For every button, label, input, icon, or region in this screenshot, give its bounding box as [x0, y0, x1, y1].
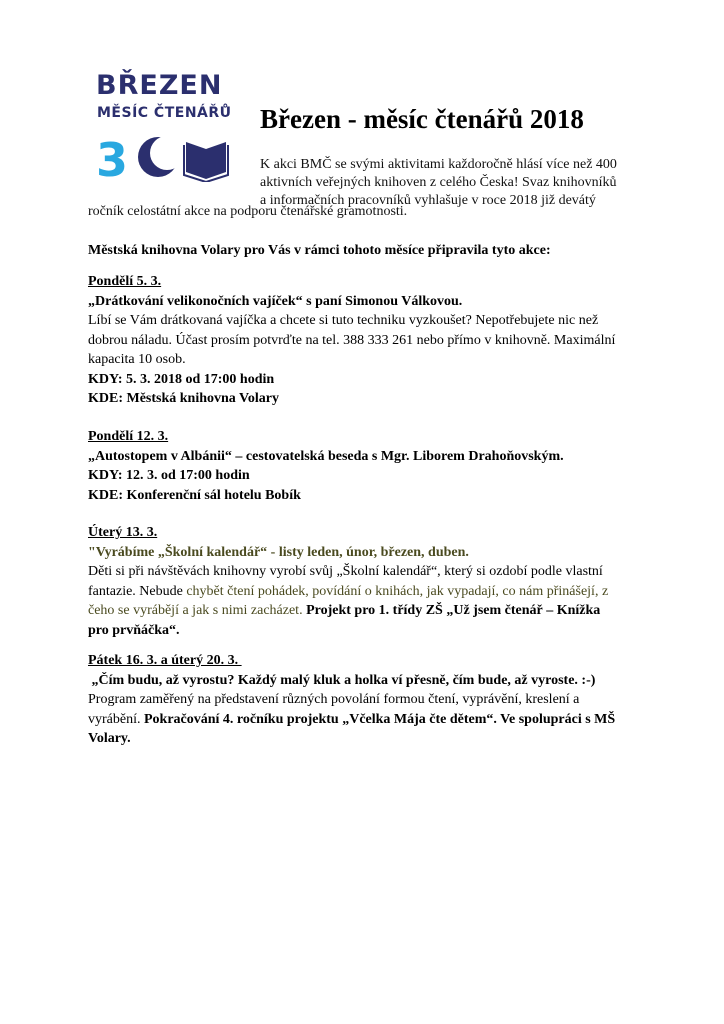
- digit-3-icon: [96, 133, 128, 182]
- events-subheading: Městská knihovna Volary pro Vás v rámci tohoto měsíce připravila tyto akce:: [88, 243, 551, 258]
- intro-line: K akci BMČ se svými aktivitami každoročně hlásí více než 400: [260, 157, 617, 172]
- project-name-end: Volary.: [88, 731, 131, 746]
- event-description-line: Děti si při návštěvách knihovny vyrobí svůj „Školní kalendář“, který si ozdobí podle vlastní: [88, 564, 603, 579]
- event-date: Pondělí 5. 3.: [88, 274, 162, 289]
- event-date: Pondělí 12. 3.: [88, 429, 169, 444]
- project-name: Projekt pro 1. třídy ZŠ „Už jsem čtenář – Knížka: [306, 603, 601, 618]
- event-description-line: Program zaměřený na představení různých povolání formou čtení, vyprávění, kreslení a: [88, 692, 580, 707]
- event-description-line: Líbí se Vám drátkovaná vajíčka a chcete si tuto techniku vyzkoušet? Nepotřebujete nic než: [88, 313, 599, 328]
- event-block: [88, 523, 648, 640]
- event-block: [88, 651, 648, 749]
- page-title: Březen - měsíc čtenářů 2018: [260, 104, 584, 134]
- event-title: „Čím budu, až vyrostu? Každý malý kluk a holka ví přesně, čím bude, až vyroste. :-): [88, 672, 596, 688]
- event-title: „Autostopem v Albánii“ – cestovatelská beseda s Mgr. Liborem Drahoňovským.: [88, 448, 564, 464]
- event-description-line: kapacita 10 osob.: [88, 352, 186, 367]
- project-name: Pokračování 4. ročníku projektu „Včelka Mája čte dětem“. Ve spolupráci s MŠ: [143, 711, 616, 727]
- intro-line: ročník celostátní akce na podporu čtenářské gramotnosti.: [88, 204, 408, 219]
- event-block: [88, 272, 648, 409]
- crescent-moon-icon: [138, 136, 184, 177]
- event-title: "Vyrábíme „Školní kalendář“ - listy leden, únor, březen, duben.: [88, 544, 469, 560]
- description-text: vyrábění.: [88, 711, 144, 727]
- logo-subtitle: MĚSÍC ČTENÁŘŮ: [97, 105, 232, 121]
- event-description-line: [88, 710, 648, 730]
- event-date: Úterý 13. 3.: [88, 525, 158, 540]
- open-book-icon: [184, 142, 228, 182]
- intro-paragraph: [260, 156, 640, 210]
- intro-paragraph-end: [88, 203, 648, 221]
- event-when: KDY: 12. 3. od 17:00 hodin: [88, 468, 250, 483]
- event-description-line: [88, 601, 648, 621]
- description-text: fantazie. Nebude: [88, 583, 187, 599]
- event-description-line: dobrou náladu. Účast prosím potvrďte na tel. 388 333 261 nebo přímo v knihovně. Maximální: [88, 332, 616, 348]
- intro-line: aktivních veřejných knihoven z celého Česka! Svaz knihovníků: [260, 175, 617, 190]
- intro-line: a informačních pracovníků vyhlašuje v roce 2018 již devátý: [260, 193, 596, 208]
- event-title: „Drátkování velikonočních vajíček“ s paní Simonou Válkovou.: [88, 293, 463, 309]
- event-where: KDE: Městská knihovna Volary: [88, 391, 279, 406]
- description-text: čeho se vyrábějí a jak s nimi zacházet.: [88, 603, 307, 618]
- event-block: [88, 427, 648, 505]
- event-when: KDY: 5. 3. 2018 od 17:00 hodin: [88, 371, 275, 387]
- event-where: KDE: Konferenční sál hotelu Bobík: [88, 487, 301, 503]
- svg-text:3: 3: [96, 133, 129, 182]
- logo-title: BŘEZEN: [96, 70, 223, 101]
- event-description-line: [88, 582, 648, 602]
- logo-icons: [96, 132, 236, 182]
- project-name-end: pro prvňáčka“.: [88, 622, 180, 638]
- event-date: Pátek 16. 3. a úterý 20. 3.: [88, 653, 242, 668]
- brezen-mesic-ctenaru-logo: [96, 72, 236, 192]
- description-text: chybět čtení pohádek, povídání o knihách, jak vypadají, co nám přinášejí, z: [186, 583, 609, 599]
